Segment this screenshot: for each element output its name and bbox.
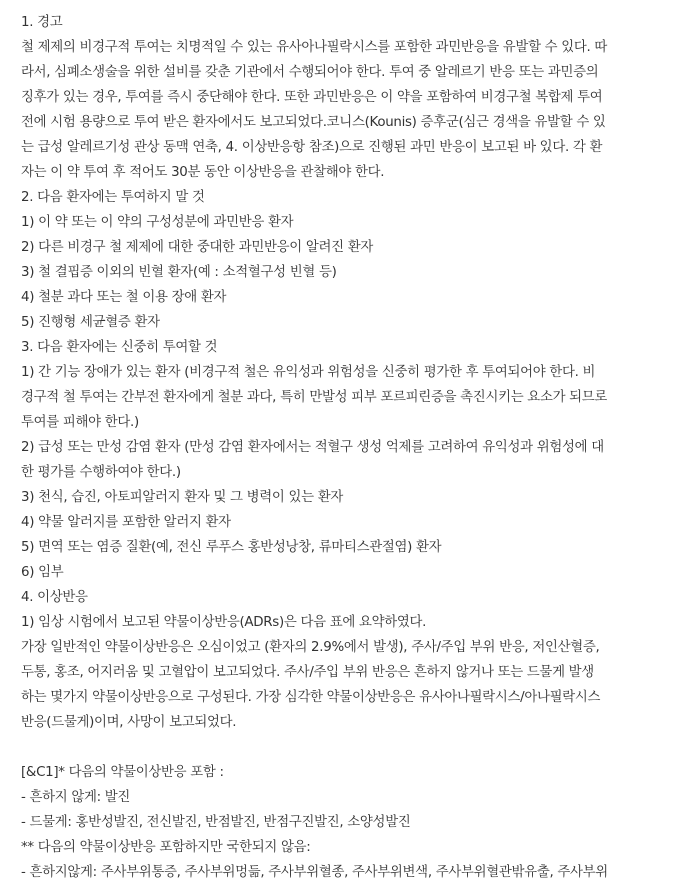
document-body — [21, 10, 685, 885]
list-item: 3) 철 결핍증 이외의 빈혈 환자(예 : 소적혈구성 빈혈 등) — [21, 265, 337, 280]
paragraph-line: 라서, 심폐소생술을 위한 설비를 갖춘 기관에서 수행되어야 한다. 투여 중 알레르기 반응 또는 과민증의 — [21, 65, 599, 80]
list-item: 2) 다른 비경구 철 제제에 대한 중대한 과민반응이 알려진 환자 — [21, 240, 373, 255]
paragraph-line: 반응(드물게)이며, 사망이 보고되었다. — [21, 715, 237, 730]
section-heading-warning: 1. 경고 — [21, 15, 63, 30]
blank-line — [21, 735, 685, 760]
paragraph-line: 두통, 홍조, 어지러움 및 고혈압이 보고되었다. 주사/주입 부위 반응은 흔하지 않거나 또는 드물게 발생 — [21, 665, 594, 680]
list-item-continued: 한 평가를 수행하여야 한다.) — [21, 465, 181, 480]
paragraph-line: 전에 시험 용량으로 투여 받은 환자에서도 보고되었다.코니스(Kounis) 증후군(심근 경색을 유발할 수 있 — [21, 115, 606, 130]
paragraph-line: 자는 이 약 투여 후 적어도 30분 동안 이상반응을 관찰해야 한다. — [21, 165, 385, 180]
list-item-continued: 투여를 피해야 한다.) — [21, 415, 139, 430]
paragraph-line: 하는 몇가지 약물이상반응으로 구성된다. 가장 심각한 약물이상반응은 유사아나필락시스/아나필락시스 — [21, 690, 601, 705]
list-item: 4) 철분 과다 또는 철 이용 장애 환자 — [21, 290, 227, 305]
footnote-line: - 흔하지 않게: 발진 — [21, 790, 131, 805]
section-heading-adverse-reactions: 4. 이상반응 — [21, 590, 88, 605]
footnote-line: [&C1]* 다음의 약물이상반응 포함 : — [21, 765, 224, 780]
footnote-line: - 흔하지않게: 주사부위통증, 주사부위멍듦, 주사부위혈종, 주사부위변색, 주사부위혈관밖유출, 주사부위 — [21, 865, 608, 880]
paragraph-line: 가장 일반적인 약물이상반응은 오심이었고 (환자의 2.9%에서 발생), 주사/주입 부위 반응, 저인산혈증, — [21, 640, 600, 655]
footnote-line: - 드물게: 홍반성발진, 전신발진, 반점발진, 반점구진발진, 소양성발진 — [21, 815, 411, 830]
paragraph-line: 철 제제의 비경구적 투여는 치명적일 수 있는 유사아나필락시스를 포함한 과민반응을 유발할 수 있다. 따 — [21, 40, 608, 55]
footnote-line: ** 다음의 약물이상반응 포함하지만 국한되지 않음: — [21, 840, 311, 855]
paragraph-line: 징후가 있는 경우, 투여를 즉시 중단해야 한다. 또한 과민반응은 이 약을 포함하여 비경구철 복합제 투여 — [21, 90, 603, 105]
list-item: 3) 천식, 습진, 아토피알러지 환자 및 그 병력이 있는 환자 — [21, 490, 344, 505]
section-heading-precautions: 3. 다음 환자에는 신중히 투여할 것 — [21, 340, 218, 355]
list-item-continued: 경구적 철 투여는 간부전 환자에게 철분 과다, 특히 만발성 피부 포르피린증을 촉진시키는 요소가 되므로 — [21, 390, 608, 405]
list-item: 1) 임상 시험에서 보고된 약물이상반응(ADRs)은 다음 표에 요약하였다. — [21, 615, 427, 630]
list-item: 1) 이 약 또는 이 약의 구성성분에 과민반응 환자 — [21, 215, 294, 230]
list-item: 6) 임부 — [21, 565, 64, 580]
list-item: 5) 면역 또는 염증 질환(예, 전신 루푸스 홍반성낭창, 류마티스관절염) 환자 — [21, 540, 442, 555]
list-item: 5) 진행형 세균혈증 환자 — [21, 315, 160, 330]
list-item: 1) 간 기능 장애가 있는 환자 (비경구적 철은 유익성과 위험성을 신중히 평가한 후 투여되어야 한다. 비 — [21, 365, 596, 380]
list-item: 4) 약물 알러지를 포함한 알러지 환자 — [21, 515, 231, 530]
list-item: 2) 급성 또는 만성 감염 환자 (만성 감염 환자에서는 적혈구 생성 억제를 고려하여 유익성과 위험성에 대 — [21, 440, 604, 455]
section-heading-contraindications: 2. 다음 환자에는 투여하지 말 것 — [21, 190, 205, 205]
paragraph-line: 는 급성 알레르기성 관상 동맥 연축, 4. 이상반응항 참조)으로 진행된 과민 반응이 보고된 바 있다. 각 환 — [21, 140, 603, 155]
